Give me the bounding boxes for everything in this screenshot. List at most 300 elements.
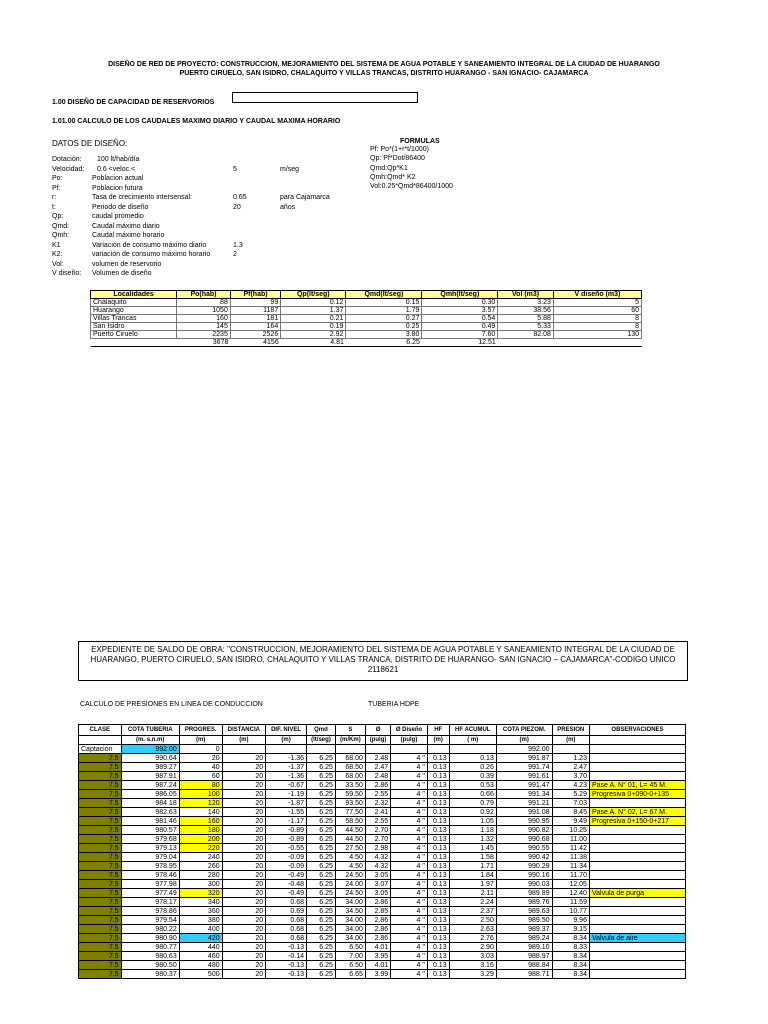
pressure-cell: 4 ": [391, 817, 428, 826]
param-value: 1.3: [233, 241, 243, 249]
pressure-row: [79, 826, 686, 835]
table-cell: 0.21: [281, 315, 346, 323]
pressure-cell: 0.13: [427, 880, 449, 889]
pressure-cell: [589, 745, 685, 754]
pressure-cell: -0.13: [266, 961, 307, 970]
param-value: 5: [233, 165, 237, 173]
pressure-header-cell: DISTANCIA: [222, 725, 266, 736]
pressure-cell: 8.34: [552, 934, 589, 943]
pressure-cell: 0.13: [427, 934, 449, 943]
pressure-cell: 0.53: [449, 781, 496, 790]
pressure-cell: 440: [179, 943, 222, 952]
pressure-cell: 10.77: [552, 907, 589, 916]
pressure-cell: 68.00: [335, 772, 365, 781]
pressure-cell: 991.08: [496, 808, 552, 817]
pressure-cell: 500: [179, 970, 222, 979]
table-total-cell: 3678: [177, 339, 231, 347]
pressure-cell: 7.5: [79, 799, 122, 808]
pressure-cell: 0.66: [449, 790, 496, 799]
pressure-cell: 1.23: [552, 754, 589, 763]
pressure-header-cell: HF ACUMUL: [449, 725, 496, 736]
pressure-cell: 6.25: [307, 907, 336, 916]
pressure-cell: 4 ": [391, 889, 428, 898]
pressure-cell: 2.37: [449, 907, 496, 916]
pressure-cell: 0.13: [427, 916, 449, 925]
header-line2: PUERTO CIRUELO, SAN ISIDRO, CHALAQUITO Y VILLAS TRANCAS, DISTRITO HUARANGO - SAN IGNACIO- CAJAMARCA: [179, 70, 589, 77]
pressure-cell: -1.17: [266, 817, 307, 826]
pressure-cell: 4.01: [365, 943, 390, 952]
pressure-cell: 7.5: [79, 961, 122, 970]
observation-cell: [589, 970, 685, 979]
pressure-row: [79, 943, 686, 952]
pressure-cell: 2.86: [365, 925, 390, 934]
input-box: [232, 92, 418, 103]
pressure-cell: 989.37: [496, 925, 552, 934]
pressure-cell: 2.63: [449, 925, 496, 934]
pressure-cell: 11.70: [552, 871, 589, 880]
observation-cell: [589, 880, 685, 889]
pressure-cell: 0.69: [266, 907, 307, 916]
pressure-unit-cell: (lt/seg): [307, 736, 336, 745]
table-total-cell: [553, 339, 641, 347]
pressure-cell: 979.13: [121, 844, 179, 853]
expediente-box: EXPEDIENTE DE SALDO DE OBRA: "CONSTRUCCION, MEJORAMIENTO DEL SISTEMA DE AGUA POTABLE Y SANEAMIENTO INTEGRAL DE LA CIUDAD DE HUARANGO, PUERTO CIRUELO, SAN ISIDRO, CHALAQUITO Y VILLAS TRANCA, DISTRITO DE HUARANGO- SAN IGNACIO – CAJAMARCA"-CODIGO UNICO 2118621: [78, 641, 688, 681]
table-cell: 0.49: [422, 323, 498, 331]
pressure-cell: 0.39: [449, 772, 496, 781]
table-row: [91, 323, 642, 331]
pressure-cell: 2.76: [449, 934, 496, 943]
pressure-cell: 44.50: [335, 826, 365, 835]
pressure-cell: 20: [222, 835, 266, 844]
pressure-cell: 20: [222, 763, 266, 772]
pressure-cell: [449, 745, 496, 754]
pressure-row: [79, 781, 686, 790]
table-cell: 5: [553, 299, 641, 307]
pressure-cell: 0.68: [266, 925, 307, 934]
pressure-cell: 7.5: [79, 952, 122, 961]
pressure-cell: 991.74: [496, 763, 552, 772]
pressure-cell: 0.92: [449, 808, 496, 817]
pressure-cell: 0.13: [449, 754, 496, 763]
pressure-cell: 4 ": [391, 934, 428, 943]
pressure-cell: 4.50: [335, 853, 365, 862]
pressure-cell: 77.50: [335, 808, 365, 817]
pressure-cell: -1.19: [266, 790, 307, 799]
pressure-cell: 40: [179, 763, 222, 772]
pressure-cell: 11.00: [552, 835, 589, 844]
table-cell: 130: [553, 331, 641, 339]
formula-3: Qmd:Qp*K1: [370, 165, 408, 172]
pressure-cell: 120: [179, 799, 222, 808]
pressure-cell: 4 ": [391, 772, 428, 781]
pressure-cell: 7.5: [79, 853, 122, 862]
pressure-cell: 2.32: [365, 799, 390, 808]
param-key: Qmd:: [52, 222, 70, 230]
param-desc: Variación de consumo máximo diario: [92, 241, 207, 249]
table-cell: San Isidro: [91, 323, 177, 331]
pressure-cell: 20: [222, 952, 266, 961]
param-key: Vol:: [52, 260, 64, 268]
pressure-cell: 20: [179, 754, 222, 763]
table-cell: 1050: [177, 307, 231, 315]
param-desc: volumen de reservorio: [92, 260, 162, 268]
pressure-cell: 989.10: [496, 943, 552, 952]
pressure-cell: 0.13: [427, 898, 449, 907]
pressure-cell: 20: [222, 808, 266, 817]
pressure-cell: 978.86: [121, 907, 179, 916]
pressure-header-cell: PROGRES.: [179, 725, 222, 736]
pressure-cell: 991.21: [496, 799, 552, 808]
table-header-cell: Localidades: [91, 291, 177, 299]
table-header-cell: Qmd(lt/seg): [346, 291, 422, 299]
param-value: 20: [233, 203, 241, 211]
pressure-cell: 0.13: [427, 754, 449, 763]
pressure-cell: 8.34: [552, 970, 589, 979]
pressure-cell: 20: [222, 898, 266, 907]
table-cell: 1.79: [346, 307, 422, 315]
pressure-cell: 4 ": [391, 898, 428, 907]
pressure-cell: 93.50: [335, 799, 365, 808]
table-cell: 5.88: [498, 315, 554, 323]
pressure-cell: 984.18: [121, 799, 179, 808]
pressure-cell: 4 ": [391, 907, 428, 916]
pressure-cell: 8.34: [552, 961, 589, 970]
pressure-cell: 0.68: [266, 898, 307, 907]
pressure-cell: 6.25: [307, 844, 336, 853]
pressure-cell: 3.99: [365, 970, 390, 979]
pressure-cell: 6.25: [307, 961, 336, 970]
param-desc: caudal promedio: [92, 213, 144, 220]
table-cell: 0.30: [422, 299, 498, 307]
table-cell: 8: [553, 315, 641, 323]
pressure-cell: 1.45: [449, 844, 496, 853]
param-key: Po:: [52, 175, 63, 182]
pressure-cell: 4.50: [335, 862, 365, 871]
pressure-cell: 20: [222, 862, 266, 871]
param-value: 0.65: [233, 194, 247, 201]
param-value: 2: [233, 251, 237, 258]
pressure-row: [79, 898, 686, 907]
pressure-cell: 990.95: [496, 817, 552, 826]
pressure-cell: 0.13: [427, 835, 449, 844]
pressure-cell: 1.58: [449, 853, 496, 862]
pressure-cell: 240: [179, 853, 222, 862]
table-cell: Chalaquito: [91, 299, 177, 307]
pressure-cell: 990.55: [496, 844, 552, 853]
pressure-cell: 12.05: [552, 880, 589, 889]
param-desc: Caudal máximo horario: [92, 232, 165, 239]
pressure-cell: 2.55: [365, 790, 390, 799]
pressure-cell: -1.55: [266, 808, 307, 817]
table-cell: Puerto Ciruelo: [91, 331, 177, 339]
pressure-cell: 20: [222, 934, 266, 943]
formula-1: Pf: Po*(1+r*t/1000): [370, 146, 429, 153]
pressure-cell: 0.13: [427, 889, 449, 898]
pressure-units-row: [79, 736, 686, 745]
pressure-cell: 6.25: [307, 799, 336, 808]
pressure-cell: 9.96: [552, 916, 589, 925]
pressure-header-cell: PRESION: [552, 725, 589, 736]
pressure-unit-cell: (m): [179, 736, 222, 745]
param-key: Qmh:: [52, 232, 70, 239]
pressure-row: [79, 880, 686, 889]
observation-cell: Progresiva 0+090-0+135: [589, 790, 685, 799]
table-cell: 164: [230, 323, 280, 331]
pressure-cell: 2.70: [365, 826, 390, 835]
pressure-cell: -0.89: [266, 835, 307, 844]
formula-5: Vol:0.25*Qmd*86400/1000: [370, 183, 453, 190]
pressure-cell: 2.11: [449, 889, 496, 898]
observation-cell: [589, 763, 685, 772]
pressure-row: [79, 754, 686, 763]
pressure-cell: 987.24: [121, 781, 179, 790]
pressure-cell: 980.57: [121, 826, 179, 835]
pressure-cell: 7.03: [552, 799, 589, 808]
observation-cell: [589, 952, 685, 961]
observation-cell: [589, 835, 685, 844]
param-key: Qp:: [52, 213, 64, 220]
table-header-row: [91, 291, 642, 299]
pressure-cell: 6.25: [307, 925, 336, 934]
pressure-cell: 981.46: [121, 817, 179, 826]
pressure-cell: [222, 745, 266, 754]
pressure-cell: 300: [179, 880, 222, 889]
pressure-cell: 44.50: [335, 835, 365, 844]
pressure-row: [79, 844, 686, 853]
pressure-cell: 1.84: [449, 871, 496, 880]
pressure-cell: 0.13: [427, 925, 449, 934]
pressure-unit-cell: (pulg): [391, 736, 428, 745]
pressure-cell: 480: [179, 961, 222, 970]
header-line1: DISEÑO DE RED DE PROYECTO: CONSTRUCCION, MEJORAMIENTO DEL SISTEMA DE AGUA POTABLE Y SANEAMIENTO INTEGRAL DE LA CIUDAD DE HUARANGO: [108, 61, 660, 68]
pressure-cell: 0.26: [449, 763, 496, 772]
pressure-row: [79, 952, 686, 961]
pressure-cell: 990.42: [496, 853, 552, 862]
pressure-cell: 0.13: [427, 871, 449, 880]
pressure-cell: 6.25: [307, 763, 336, 772]
pressure-cell: 2.90: [449, 943, 496, 952]
pressure-cell: 20: [222, 943, 266, 952]
table-total-cell: [498, 339, 554, 347]
pressure-cell: 20: [222, 844, 266, 853]
pressure-cell: 1.05: [449, 817, 496, 826]
pressure-cell: 992.00: [121, 745, 179, 754]
pressure-row: [79, 835, 686, 844]
pressure-cell: 11.34: [552, 862, 589, 871]
pressure-cell: 4 ": [391, 871, 428, 880]
pressure-unit-cell: [589, 736, 685, 745]
table-cell: 160: [177, 315, 231, 323]
pressure-cell: 220: [179, 844, 222, 853]
subsection-title: 1.01.00 CALCULO DE LOS CAUDALES MAXIMO DIARIO Y CAUDAL MAXIMA HORARIO: [52, 118, 341, 125]
pressure-cell: 3.07: [365, 880, 390, 889]
pressure-cell: 100: [179, 790, 222, 799]
pressure-cell: 2.85: [365, 907, 390, 916]
pressure-cell: 4 ": [391, 961, 428, 970]
pressure-cell: [365, 745, 390, 754]
pressure-cell: 0.79: [449, 799, 496, 808]
pressure-cell: 6.25: [307, 853, 336, 862]
pressure-cell: 987.91: [121, 772, 179, 781]
pressure-cell: 977.49: [121, 889, 179, 898]
pressure-cell: 2.48: [365, 754, 390, 763]
pressure-cell: 4 ": [391, 925, 428, 934]
pressure-row: [79, 916, 686, 925]
param-unit: m/seg: [280, 165, 300, 173]
pressure-cell: 6.25: [307, 871, 336, 880]
observation-cell: Progresiva 0+150-0+217: [589, 817, 685, 826]
pressure-cell: 986.05: [121, 790, 179, 799]
table-header-cell: Pf(hab): [230, 291, 280, 299]
pressure-cell: 0.13: [427, 781, 449, 790]
observation-cell: [589, 862, 685, 871]
pressure-cell: 0.13: [427, 844, 449, 853]
pressure-cell: 0: [179, 745, 222, 754]
pressure-row: [79, 862, 686, 871]
pressure-cell: 6.25: [307, 754, 336, 763]
pressure-cell: 4 ": [391, 916, 428, 925]
pressure-cell: 340: [179, 898, 222, 907]
pressure-cell: 20: [222, 925, 266, 934]
table-total-cell: 4.81: [281, 339, 346, 347]
pressure-cell: [391, 745, 428, 754]
pressure-cell: 7.5: [79, 844, 122, 853]
pressure-cell: 7.5: [79, 781, 122, 790]
pressure-cell: 990.82: [496, 826, 552, 835]
pressure-cell: 34.00: [335, 916, 365, 925]
table-cell: 2.92: [281, 331, 346, 339]
pressure-cell: 991.87: [496, 754, 552, 763]
pressure-cell: 989.24: [496, 934, 552, 943]
pressure-row: [79, 763, 686, 772]
pressure-cell: -0.14: [266, 952, 307, 961]
pressure-cell: 20: [222, 871, 266, 880]
param-desc: Volumen de diseño: [92, 270, 152, 277]
param-desc: Poblacion futura: [92, 184, 143, 192]
pressure-cell: 2.86: [365, 781, 390, 790]
pressure-header-cell: COTA TUBERIA: [121, 725, 179, 736]
pressure-cell: 7.5: [79, 862, 122, 871]
table-cell: 60: [553, 307, 641, 315]
pressure-cell: 977.98: [121, 880, 179, 889]
pressure-cell: 6.25: [307, 781, 336, 790]
formula-2: Qp: Pf*Dot/86400: [370, 155, 425, 162]
pressure-cell: -0.13: [266, 943, 307, 952]
pressure-cell: 6.25: [307, 826, 336, 835]
pressure-cell: 20: [222, 799, 266, 808]
pressure-cell: 20: [222, 790, 266, 799]
pressure-cell: 460: [179, 952, 222, 961]
pressure-cell: 3.95: [365, 952, 390, 961]
observation-cell: [589, 799, 685, 808]
pressure-cell: 6.25: [307, 916, 336, 925]
pressure-cell: 4 ": [391, 835, 428, 844]
pressure-cell: 260: [179, 862, 222, 871]
pressure-cell: 2.24: [449, 898, 496, 907]
table-cell: 145: [177, 323, 231, 331]
pressure-cell: 2.55: [365, 817, 390, 826]
observation-cell: Pase A. N° 02, L= 67 M.: [589, 808, 685, 817]
pressure-cell: 989.50: [496, 916, 552, 925]
pressure-cell: 8.34: [552, 952, 589, 961]
pressure-cell: 4 ": [391, 844, 428, 853]
observation-cell: Valvula de aire: [589, 934, 685, 943]
pressure-cell: 27.50: [335, 844, 365, 853]
pressure-cell: 3.29: [449, 970, 496, 979]
pressure-cell: 380: [179, 916, 222, 925]
param-key: r:: [52, 194, 57, 201]
pressure-header-cell: S: [335, 725, 365, 736]
table-cell: 88: [177, 299, 231, 307]
pressure-cell: 7.5: [79, 772, 122, 781]
param-key: Pf:: [52, 184, 61, 192]
table-cell: 5.33: [498, 323, 554, 331]
pressure-cell: 6.50: [335, 961, 365, 970]
pressure-cell: 4 ": [391, 799, 428, 808]
pressure-cell: -0.48: [266, 880, 307, 889]
pressure-cell: [427, 745, 449, 754]
pressure-cell: 20: [222, 907, 266, 916]
pressure-row: [79, 961, 686, 970]
pressure-cell: 20: [222, 916, 266, 925]
param-desc: Poblacion actual: [92, 175, 144, 182]
pressure-cell: 400: [179, 925, 222, 934]
pressure-cell: 0.13: [427, 970, 449, 979]
pressure-cell: 4 ": [391, 970, 428, 979]
param-desc: 0.6 <veloc.<: [97, 165, 136, 173]
pressure-cell: 7.5: [79, 808, 122, 817]
pressure-cell: 2.98: [365, 844, 390, 853]
pressure-cell: 80: [179, 781, 222, 790]
pressure-cell: 11.59: [552, 898, 589, 907]
pressure-cell: 0.13: [427, 862, 449, 871]
observation-cell: [589, 853, 685, 862]
pressure-cell: 160: [179, 817, 222, 826]
pressure-cell: 0.13: [427, 790, 449, 799]
param-unit: para Cajamarca: [280, 194, 330, 201]
pressure-cell: 2.48: [365, 772, 390, 781]
pressure-cell: 0.13: [427, 826, 449, 835]
calc-title: CALCULO DE PRESIONES EN LINEA DE CONDUCCION: [80, 701, 263, 708]
pressure-cell: 20: [222, 826, 266, 835]
pressure-header-cell: OBSERVACIONES: [589, 725, 685, 736]
pressure-cell: 0.13: [427, 907, 449, 916]
table-cell: 82.08: [498, 331, 554, 339]
pressure-cell: 9.49: [552, 817, 589, 826]
pressure-cell: 8.45: [552, 808, 589, 817]
table-header-cell: V diseño (m3): [553, 291, 641, 299]
pressure-cell: 4.32: [365, 862, 390, 871]
pressure-unit-cell: (pulg): [365, 736, 390, 745]
pressure-unit-cell: (m): [266, 736, 307, 745]
pressure-cell: 4 ": [391, 790, 428, 799]
pressure-cell: 7.5: [79, 826, 122, 835]
pressure-cell: 34.00: [335, 934, 365, 943]
pressure-cell: 990.68: [496, 835, 552, 844]
pressure-cell: 33.50: [335, 781, 365, 790]
pressure-cell: 7.5: [79, 871, 122, 880]
pressure-cell: 988.84: [496, 961, 552, 970]
localities-table: [90, 290, 642, 347]
table-total-cell: [91, 339, 177, 347]
pressure-cell: 34.00: [335, 898, 365, 907]
param-unit: años: [280, 203, 296, 211]
pressure-cell: 990.29: [496, 862, 552, 871]
pressure-header-cell: DIF. NIVEL: [266, 725, 307, 736]
pressure-cell: 0.68: [266, 916, 307, 925]
pressure-cell: 978.17: [121, 898, 179, 907]
table-total-row: [91, 339, 642, 347]
